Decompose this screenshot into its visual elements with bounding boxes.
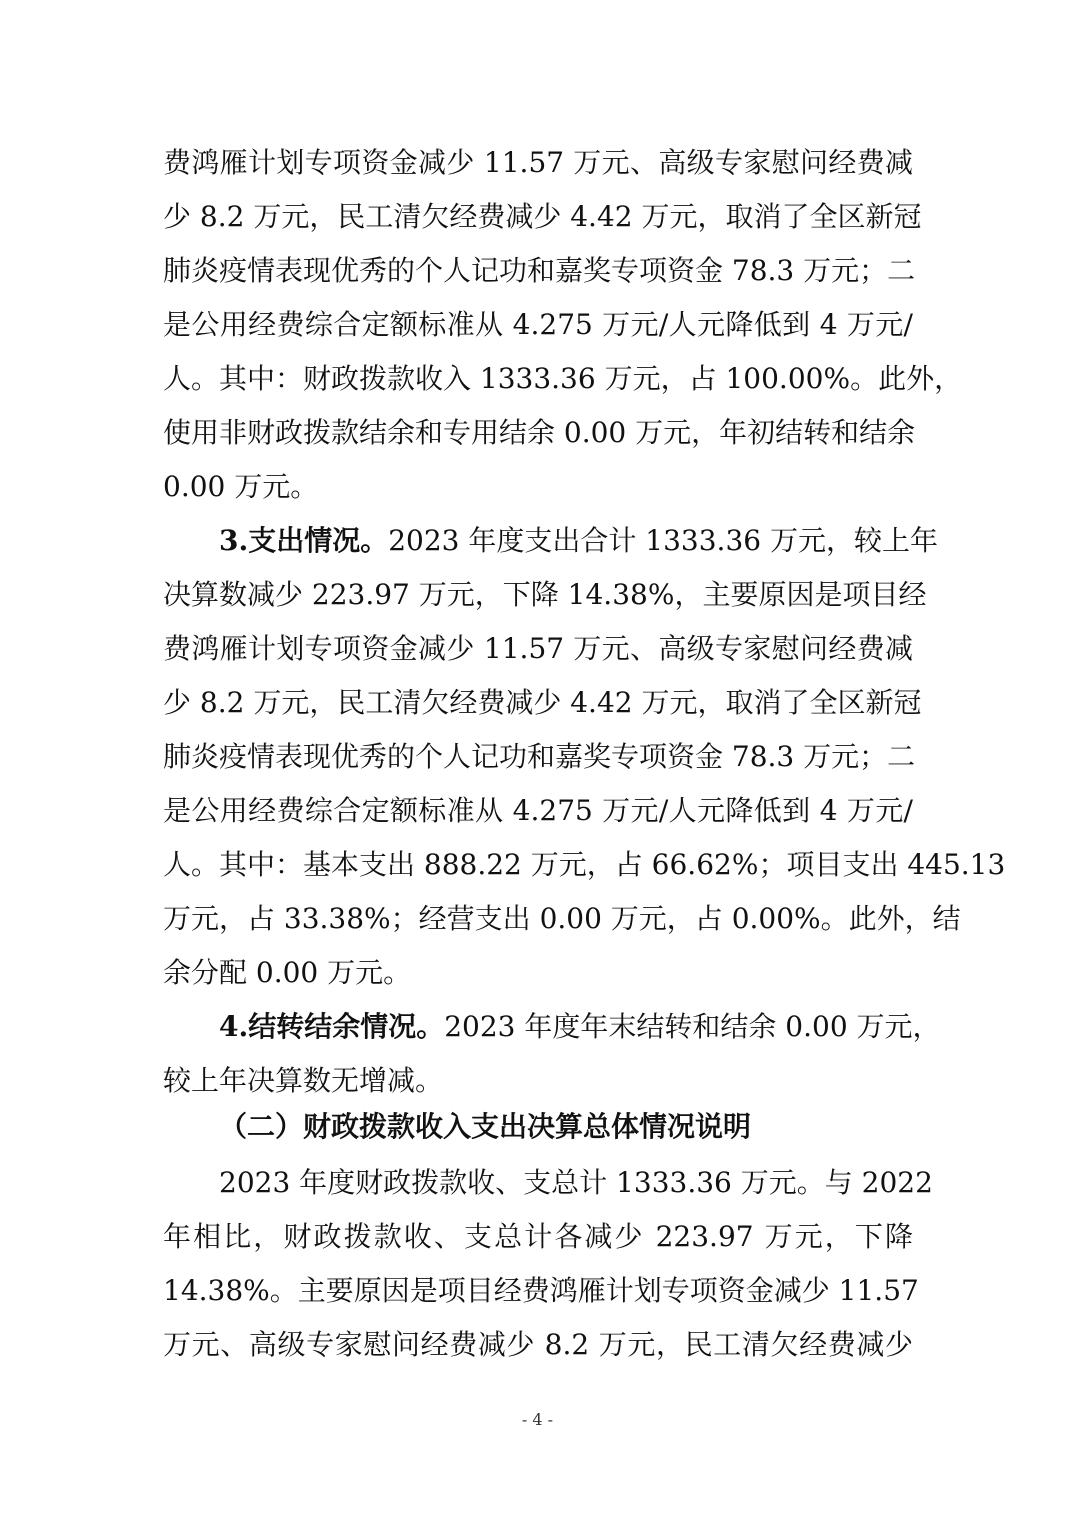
text-line: 人。其中：基本支出 888.22 万元，占 66.62%；项目支出 445.13 xyxy=(163,848,1006,881)
text-line: 人。其中：财政拨款收入 1333.36 万元，占 100.00%。此外， xyxy=(163,362,963,395)
page-number: - 4 - xyxy=(521,1410,554,1429)
text-line: 较上年决算数无增减。 xyxy=(163,1064,444,1097)
text-line: 年相比，财政拨款收、支总计各减少 223.97 万元，下降 xyxy=(163,1220,913,1253)
text-line: 2023 年度财政拨款收、支总计 1333.36 万元。与 2022 xyxy=(219,1166,933,1199)
text-line: 少 8.2 万元，民工清欠经费减少 4.42 万元，取消了全区新冠 xyxy=(163,200,922,233)
text-line: 费鸿雁计划专项资金减少 11.57 万元、高级专家慰问经费减 xyxy=(163,632,913,665)
text-line xyxy=(219,514,938,568)
text-line: 费鸿雁计划专项资金减少 11.57 万元、高级专家慰问经费减 xyxy=(163,146,913,179)
text-line: 是公用经费综合定额标准从 4.275 万元/人元降低到 4 万元/ xyxy=(163,308,913,341)
text-line: 14.38%。主要原因是项目经费鸿雁计划专项资金减少 11.57 xyxy=(163,1274,919,1307)
text-line xyxy=(219,1000,941,1054)
text-run: 2023 年度年末结转和结余 0.00 万元， xyxy=(444,1010,941,1043)
text-line: 余分配 0.00 万元。 xyxy=(163,956,412,989)
text-line: 使用非财政拨款结余和专用结余 0.00 万元，年初结转和结余 xyxy=(163,416,916,449)
section-heading: （二）财政拨款收入支出决算总体情况说明 xyxy=(219,1110,752,1143)
section-title-expenditure: 3.支出情况。 xyxy=(219,524,389,557)
text-line: 万元、高级专家慰问经费减少 8.2 万元，民工清欠经费减少 xyxy=(163,1328,913,1361)
text-line: 0.00 万元。 xyxy=(163,470,319,503)
text-run: 2023 年度支出合计 1333.36 万元，较上年 xyxy=(388,524,938,557)
text-line: 肺炎疫情表现优秀的个人记功和嘉奖专项资金 78.3 万元；二 xyxy=(163,254,916,287)
section-title-carryover: 4.结转结余情况。 xyxy=(219,1010,445,1043)
text-line: 是公用经费综合定额标准从 4.275 万元/人元降低到 4 万元/ xyxy=(163,794,913,827)
text-line: 万元，占 33.38%；经营支出 0.00 万元，占 0.00%。此外，结 xyxy=(163,902,961,935)
text-line: 肺炎疫情表现优秀的个人记功和嘉奖专项资金 78.3 万元；二 xyxy=(163,740,916,773)
text-line: 决算数减少 223.97 万元，下降 14.38%，主要原因是项目经 xyxy=(163,578,927,611)
text-line: 少 8.2 万元，民工清欠经费减少 4.42 万元，取消了全区新冠 xyxy=(163,686,922,719)
